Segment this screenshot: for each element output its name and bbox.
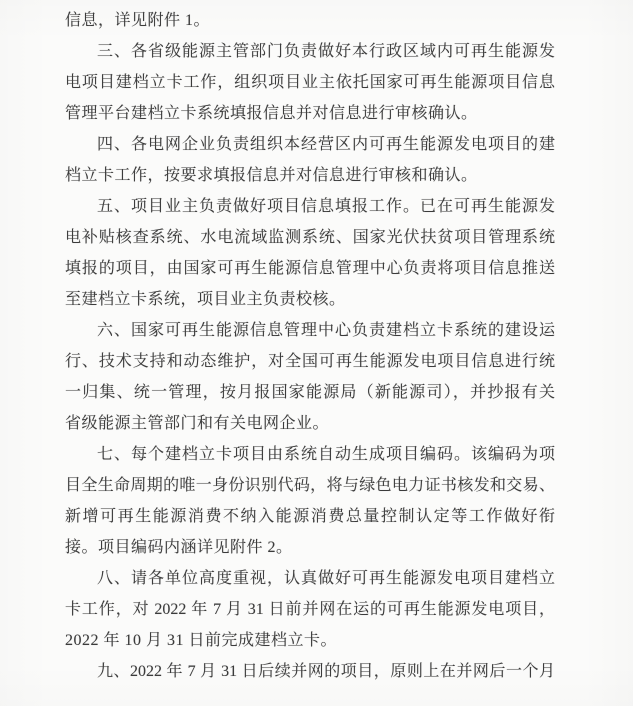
- text-line-3: 电项目建档立卡工作，组织项目业主依托国家可再生能源项目信息: [65, 74, 555, 91]
- text-line-20: 卡工作，对 2022 年 7 月 31 日前并网在运的可再生能源发电项目，: [65, 601, 555, 618]
- text-line-7: 五、项目业主负责做好项目信息填报工作。已在可再生能源发: [97, 198, 555, 215]
- text-line-9: 填报的项目，由国家可再生能源信息管理中心负责将项目信息推送: [65, 260, 555, 277]
- text-line-18: 接。项目编码内涵详见附件 2。: [65, 539, 293, 556]
- text-line-15: 七、每个建档立卡项目由系统自动生成项目编码。该编码为项: [97, 446, 555, 463]
- text-line-1: 信息，详见附件 1。: [65, 12, 211, 29]
- text-line-8: 电补贴核查系统、水电流域监测系统、国家光伏扶贫项目管理系统: [65, 229, 555, 246]
- text-line-17: 新增可再生能源消费不纳入能源消费总量控制认定等工作做好衔: [65, 508, 555, 525]
- text-line-14: 省级能源主管部门和有关电网企业。: [65, 415, 330, 432]
- document-text-block: [65, 5, 555, 687]
- text-line-12: 行、技术支持和动态维护，对全国可再生能源发电项目信息进行统: [65, 353, 555, 370]
- text-line-4: 管理平台建档立卡系统填报信息并对信息进行审核确认。: [65, 105, 478, 122]
- text-line-19: 八、请各单位高度重视，认真做好可再生能源发电项目建档立: [97, 570, 555, 587]
- text-line-6: 档立卡工作，按要求填报信息并对信息进行审核和确认。: [65, 167, 478, 184]
- text-line-22: 九、2022 年 7 月 31 日后续并网的项目，原则上在并网后一个月: [97, 663, 555, 680]
- text-line-10: 至建档立卡系统，项目业主负责校核。: [65, 291, 346, 308]
- text-line-11: 六、国家可再生能源信息管理中心负责建档立卡系统的建设运: [97, 322, 555, 339]
- text-line-5: 四、各电网企业负责组织本经营区内可再生能源发电项目的建: [97, 136, 555, 153]
- text-line-13: 一归集、统一管理，按月报国家能源局（新能源司），并抄报有关: [65, 384, 555, 401]
- text-line-2: 三、各省级能源主管部门负责做好本行政区域内可再生能源发: [97, 43, 555, 60]
- text-line-21: 2022 年 10 月 31 日前完成建档立卡。: [65, 632, 338, 649]
- text-line-16: 目全生命周期的唯一身份识别代码，将与绿色电力证书核发和交易、: [65, 477, 555, 494]
